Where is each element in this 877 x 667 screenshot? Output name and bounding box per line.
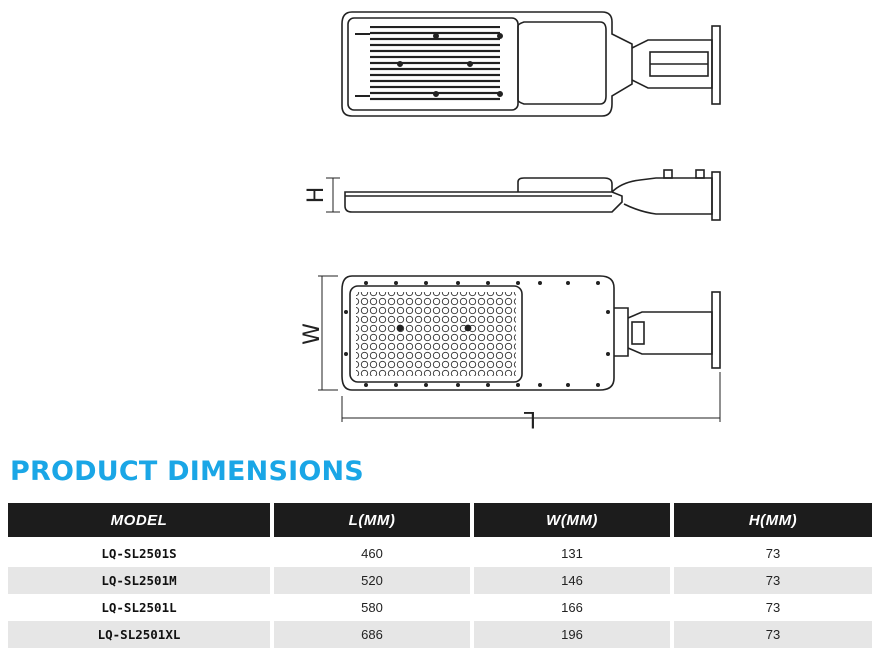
length-cell: 520 bbox=[274, 567, 470, 594]
section-title: PRODUCT DIMENSIONS bbox=[10, 456, 364, 487]
length-cell: 686 bbox=[274, 621, 470, 648]
model-cell: LQ-SL2501L bbox=[101, 600, 177, 615]
header-length: L(MM) bbox=[274, 503, 470, 537]
table-row bbox=[8, 567, 872, 594]
height-cell: 73 bbox=[765, 546, 781, 561]
height-cell: 73 bbox=[674, 621, 872, 648]
model-cell: LQ-SL2501S bbox=[101, 546, 177, 561]
width-cell: 131 bbox=[561, 546, 583, 561]
table-row bbox=[8, 594, 872, 621]
length-cell: 460 bbox=[361, 546, 383, 561]
header-height: H(MM) bbox=[674, 503, 872, 537]
length-dimension-label: L bbox=[523, 406, 537, 431]
table-header-row bbox=[8, 503, 872, 537]
width-cell: 146 bbox=[474, 567, 670, 594]
side-view-drawing bbox=[326, 170, 720, 220]
model-cell: LQ-SL2501XL bbox=[8, 621, 270, 648]
height-cell: 73 bbox=[765, 600, 781, 615]
model-cell: LQ-SL2501M bbox=[8, 567, 270, 594]
width-dimension-label: W bbox=[300, 323, 325, 345]
table-row bbox=[8, 621, 872, 648]
width-cell: 196 bbox=[474, 621, 670, 648]
header-width: W(MM) bbox=[474, 503, 670, 537]
length-cell: 580 bbox=[361, 600, 383, 615]
bottom-view-drawing bbox=[318, 276, 720, 422]
dimensions-table bbox=[8, 503, 872, 648]
table-row bbox=[8, 540, 872, 567]
height-dimension-label: H bbox=[304, 186, 329, 204]
top-view-drawing bbox=[342, 12, 720, 116]
header-model: MODEL bbox=[8, 503, 270, 537]
width-cell: 166 bbox=[561, 600, 583, 615]
height-cell: 73 bbox=[674, 567, 872, 594]
